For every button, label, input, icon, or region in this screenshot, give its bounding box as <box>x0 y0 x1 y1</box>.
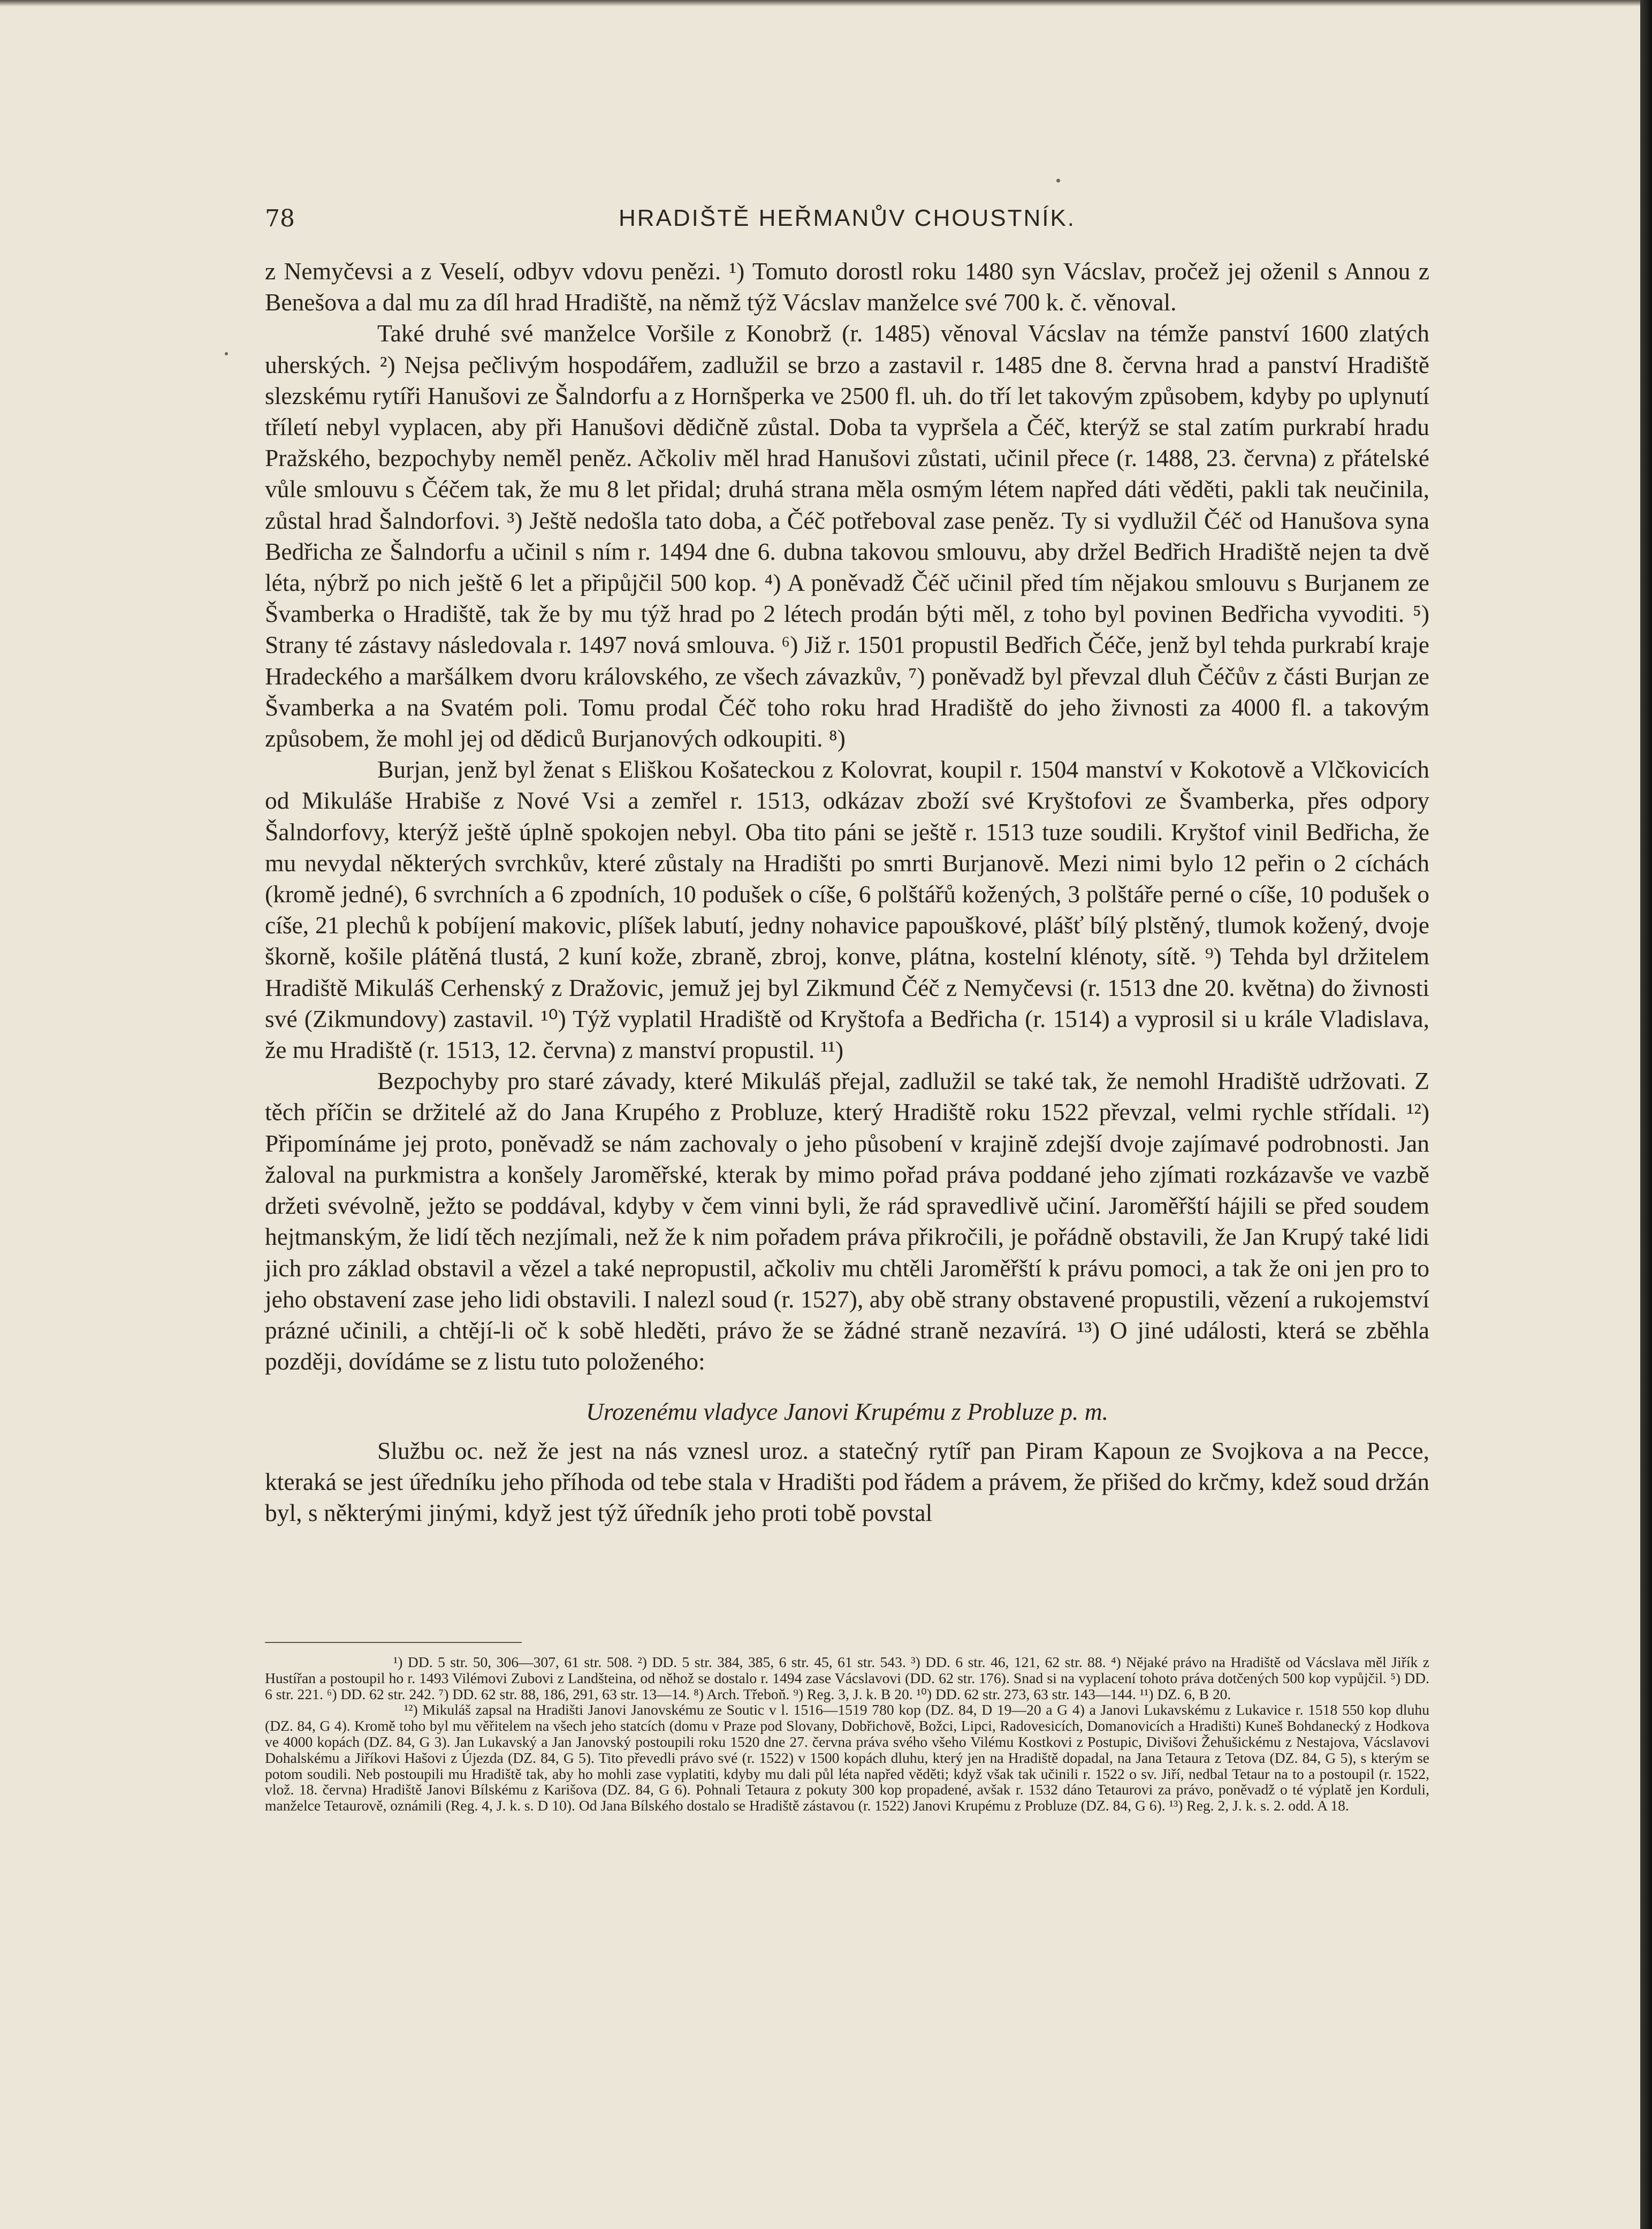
paragraph-3: Burjan, jenž byl ženat s Eliškou Košateckou z Kolovrat, koupil r. 1504 manství v Kokotově a Vlčkovicích od Mikuláše Hrabiše z Nové Vsi a zemřel r. 1513, odkázav zboží své Kryštofovi ze Švamberka, přes odpory Šalndorfovy, kterýž ještě úplně spokojen nebyl. Oba tito páni se ještě r. 1513 tuze soudili. Kryštof vinil Bedřicha, že mu nevydal některých svrchkův, které zůstaly na Hradišti po smrti Burjanově. Mezi nimi bylo 12 peřin o 2 cíchách (kromě jedné), 6 svrchních a 6 zpodních, 10 podušek o cíše, 6 polštářů kožených, 3 polštáře perné o cíše, 10 podušek o cíše, 21 plechů k pobíjení makovic, plíšek labutí, jedny nohavice papouškové, plášť bílý plstěný, tlumok kožený, dvoje škorně, košile plátěná tlustá, 2 kuní kože, zbraně, zbroj, konve, plátna, kostelní klénoty, sítě. ⁹) Tehda byl držitelem Hradiště Mikuláš Cerhenský z Dražovic, jemuž jej byl Zikmund Čéč z Nemyčevsi (r. 1513 dne 20. května) do živnosti své (Zikmundovy) zastavil. ¹⁰) Týž vyplatil Hradiště od Kryštofa a Bedřicha (r. 1514) a vyprosil si u krále Vladislava, že mu Hradiště (r. 1513, 12. června) z manství propustil. ¹¹) <box>265 756 1429 1064</box>
footnote-separator <box>265 1642 522 1643</box>
paragraph-2: Také druhé své manželce Voršile z Konobrž (r. 1485) věnoval Vácslav na témže panství 1600 zlatých uherských. ²) Nejsa pečlivým hospodářem, zadlužil se brzo a zastavil r. 1485 dne 8. června hrad a panství Hradiště slezskému rytíři Hanušovi ze Šalndorfu a z Hornšperka ve 2500 fl. uh. do tří let takovým způsobem, kdyby po uplynutí tříletí nebyl vyplacen, aby při Hanušovi dědičně zůstal. Doba ta vypršela a Čéč, kterýž se stal zatím purkrabí hradu Pražského, bezpochyby neměl peněz. Ačkoliv měl hrad Hanušovi zůstati, učinil přece (r. 1488, 23. června) z přátelské vůle smlouvu s Čéčem tak, že mu 8 let přidal; druhá strana měla osmým létem napřed dáti věděti, pakli tak neučinila, zůstal hrad Šalndorfovi. ³) Ještě nedošla tato doba, a Čéč potřeboval zase peněz. Ty si vydlužil Čéč od Hanušova syna Bedřicha ze Šalndorfu a učinil s ním r. 1494 dne 6. dubna takovou smlouvu, aby držel Bedřich Hradiště nejen ta dvě léta, nýbrž po nich ještě 6 let a připůjčil 500 kop. ⁴) A poněvadž Čéč učinil před tím nějakou smlouvu s Burjanem ze Švamberka o Hradiště, tak že by mu týž hrad po 2 létech prodán býti měl, z toho byl povinen Bedřicha vyvoditi. ⁵) Strany té zástavy následovala r. 1497 nová smlouva. ⁶) Již r. 1501 propustil Bedřich Čéče, jenž byl tehda purkrabí kraje Hradeckého a maršálkem dvoru královského, ze všech závazkův, ⁷) poněvadž byl převzal dluh Čéčův z části Burjan ze Švamberka a na Svatém poli. Tomu prodal Čéč toho roku hrad Hradiště do jeho živnosti za 4000 fl. a takovým způsobem, že mohl jej od dědiců Burjanových odkoupiti. ⁸) <box>265 319 1429 752</box>
page-number: 78 <box>265 205 295 232</box>
page-top-shadow <box>0 0 1652 6</box>
paragraph-1: z Nemyčevsi a z Veselí, odbyv vdovu penězi. ¹) Tomuto dorostl roku 1480 syn Vácslav, pročež jej oženil s Annou z Benešova a dal mu za díl hrad Hradiště, na němž týž Vácslav manželce své 700 k. č. věnoval. <box>265 257 1429 316</box>
footnotes-1-11: ¹) DD. 5 str. 50, 306—307, 61 str. 508. ²) DD. 5 str. 384, 385, 6 str. 45, 61 str. 543. ³) DD. 6 str. 46, 121, 62 str. 88. ⁴) Nějaké právo na Hradiště od Vácslava měl Jiřík z Hustířan a postoupil ho r. 1493 Vilémovi Zubovi z Landšteina, od něhož se dostalo r. 1494 zase Vácslavovi (DD. 62 str. 176). Snad si na vyplacení tohoto práva dotčených 500 kop vypůjčil. ⁵) DD. 6 str. 221. ⁶) DD. 62 str. 242. ⁷) DD. 62 str. 88, 186, 291, 63 str. 13—14. ⁸) Arch. Třeboň. ⁹) Reg. 3, J. k. B 20. ¹⁰) DD. 62 str. 273, 63 str. 143—144. ¹¹) DZ. 6, B 20. <box>265 1654 1429 1702</box>
paragraph-4: Bezpochyby pro staré závady, které Mikuláš přejal, zadlužil se také tak, že nemohl Hradiště udržovati. Z těch příčin se držitelé až do Jana Krupého z Probluze, který Hradiště roku 1522 převzal, velmi rychle střídali. ¹²) Připomínáme jej proto, poněvadž se nám zachovaly o jeho působení v krajině zdejší dvoje zajímavé podrobnosti. Jan žaloval na purkmistra a konšely Jaroměřské, kterak by mimo pořad práva poddané jeho zjímati rozkázavše ve vazbě držeti svévolně, ježto se poddával, kdyby v čem vinni byli, že rád spravedlivě učiní. Jaroměřští hájili se před soudem hejtmanským, že lidí těch nezjímali, než že k nim pořadem práva přikročili, je pořádně obstavili, že Jan Krupý také lidi jich pro základ obstavil a vězel a také nepropustil, ačkoliv mu chtěli Jaroměřští k právu pomoci, a tak že oni jen pro to jeho obstavení zase jeho lidi obstavili. I nalezl soud (r. 1527), aby obě strany obstavené propustili, vězení a rukojemství prázné učinili, a chtějí-li oč k sobě hleděti, právo že se žádné straně nezavírá. ¹³) O jiné události, která se zběhla později, dovídáme se z listu tuto položeného: <box>265 1067 1429 1375</box>
running-header <box>265 205 1429 237</box>
book-binding-edge <box>1640 0 1652 2229</box>
letter-text: Službu oc. než že jest na nás vznesl uroz. a statečný rytíř pan Piram Kapoun ze Svojkova a na Pecce, kteraká se jest úředníku jeho příhoda od tebe stala v Hradišti pod řádem a právem, že přišed do krčmy, kdež soud držán byl, s některými jinými, když jest týž úředník jeho proti tobě povstal <box>265 1436 1429 1526</box>
footnotes <box>265 1654 1429 1814</box>
ink-speck <box>225 352 228 355</box>
running-title: HRADIŠTĚ HEŘMANŮV CHOUSTNÍK. <box>618 205 1076 231</box>
footnotes-12-13: ¹²) Mikuláš zapsal na Hradišti Janovi Janovskému ze Soutic v l. 1516—1519 780 kop (DZ. 84, D 19—20 a G 4) a Janovi Lukavskému z Lukavice r. 1518 550 kop dluhu (DZ. 84, G 4). Kromě toho byl mu věřitelem na všech jeho statcích (domu v Praze pod Slovany, Dobřichově, Božci, Lipci, Radovesicích, Domanovicích a Hradišti) Kuneš Bohdanecký z Hodkova ve 4000 kopách (DZ. 84, G 3). Jan Lukavský a Jan Janovský postoupili roku 1520 dne 27. června práva svého všeho Vilému Kostkovi z Postupic, Divišovi Žehušickému z Nestajova, Vácslavovi Dohalskému a Jiříkovi Hašovi z Újezda (DZ. 84, G 5). Tito převedli právo své (r. 1522) v 1500 kopách dluhu, který jen na Hradiště dopadal, na Jana Tetaura z Tetova (DZ. 84, G 5), s kterým se potom soudili. Neb postoupili mu Hradiště tak, aby ho mohli zase vyplatiti, kdyby mu dali půl léta napřed věděti; když však tak učinili r. 1522 o sv. Jiří, nedbal Tetaur na to a postoupil (r. 1522, vlož. 18. června) Hradiště Janovi Bílskému z Karišova (DZ. 84, G 6). Pohnali Tetaura z pokuty 300 kop propadené, avšak r. 1532 dáno Tetaurovi za právo, poněvadž o té výplatě jen Korduli, manželce Tetaurově, oznámili (Reg. 4, J. k. s. D 10). Od Jana Bílského dostalo se Hradiště zástavou (r. 1522) Janovi Krupému z Probluze (DZ. 84, G 6). ¹³) Reg. 2, J. k. s. 2. odd. A 18. <box>265 1701 1429 1814</box>
main-text <box>265 256 1429 1528</box>
letter-salutation: Urozenému vladyce Janovi Krupému z Probluze p. m. <box>586 1398 1108 1426</box>
ink-speck <box>1056 179 1060 182</box>
